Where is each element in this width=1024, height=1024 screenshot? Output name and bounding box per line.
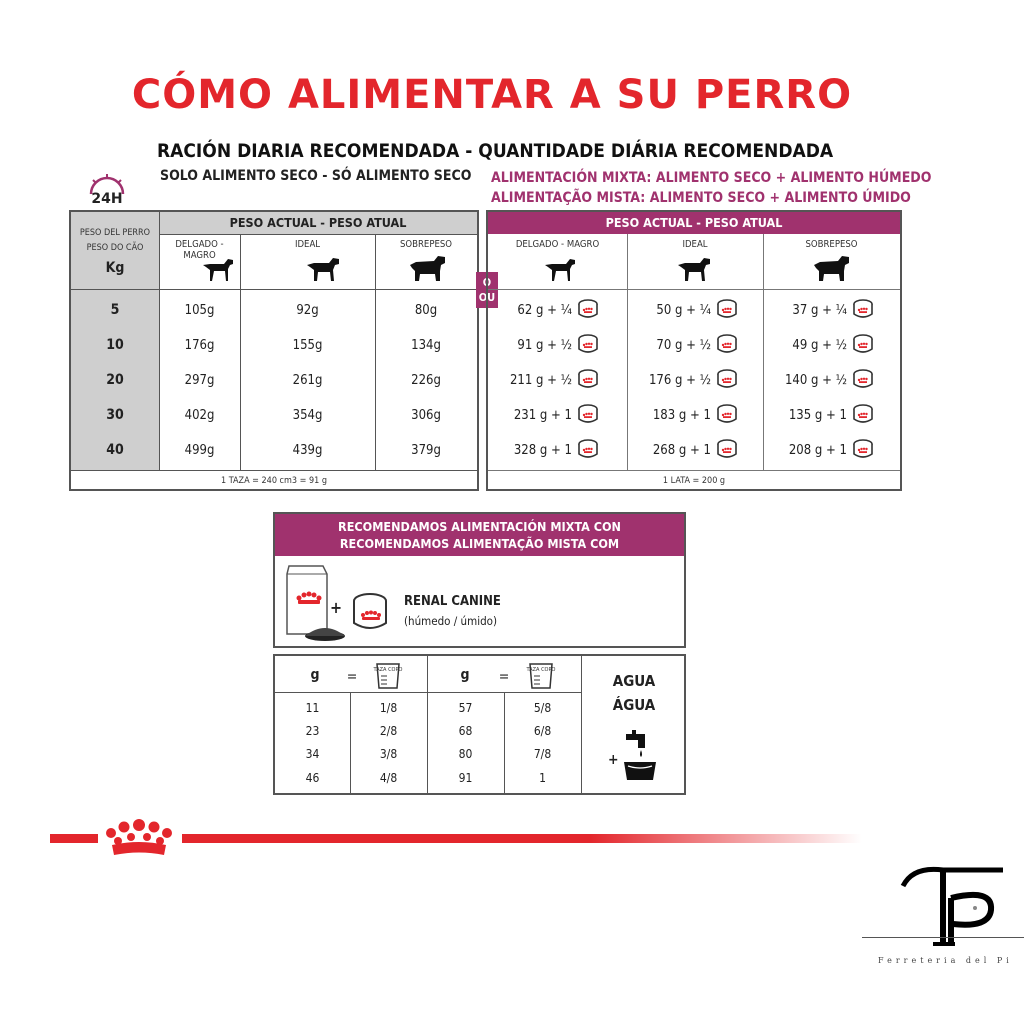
ideal-dog-icon xyxy=(676,253,712,287)
wet-food-can-icon xyxy=(716,333,738,359)
dry-col-over: SOBREPESO xyxy=(399,239,453,250)
conversion-cell: 6/8 xyxy=(533,724,552,738)
or-badge-es: O xyxy=(482,276,492,289)
dry-footer: 1 TAZA = 240 cm3 = 91 g xyxy=(221,476,327,486)
mixed-label-pt: ALIMENTAÇÃO MISTA: ALIMENTO SECO + ALIMENTO ÚMIDO xyxy=(491,190,911,206)
dry-cell: 105g xyxy=(184,303,215,318)
mixed-col-thin: DELGADO - MAGRO xyxy=(515,239,600,250)
dry-cell: 92g xyxy=(296,303,319,318)
dry-cell: 306g xyxy=(411,408,441,423)
mixed-cell: 211 g + ½ xyxy=(509,373,572,388)
product-name: RENAL CANINE xyxy=(404,594,501,609)
wet-food-can-icon xyxy=(577,298,599,324)
recommend-header xyxy=(275,514,684,556)
wet-food-can-icon xyxy=(577,368,599,394)
ideal-dog-icon xyxy=(305,253,341,287)
dry-cell: 226g xyxy=(411,373,441,388)
page-subtitle: RACIÓN DIARIA RECOMENDADA - QUANTIDADE DIÁRIA RECOMENDADA xyxy=(157,140,834,162)
mixed-cell: 62 g + ¼ xyxy=(517,303,572,318)
clock-24h-icon xyxy=(84,170,130,210)
measuring-cup-icon xyxy=(528,662,554,694)
clock-label: 24H xyxy=(91,191,123,207)
mixed-cell: 328 g + 1 xyxy=(513,443,572,458)
weight-unit: Kg xyxy=(105,260,125,276)
wet-food-can-icon xyxy=(852,298,874,324)
dry-cell: 499g xyxy=(184,443,215,458)
mixed-cell: 49 g + ½ xyxy=(792,338,847,353)
wet-food-can-icon xyxy=(716,403,738,429)
conv-eq-2: = xyxy=(498,669,510,685)
wet-food-can-icon xyxy=(577,403,599,429)
conversion-cell: 4/8 xyxy=(379,771,398,785)
svg-text:TAZA COPO: TAZA COPO xyxy=(373,667,403,673)
mixed-footer: 1 LATA = 200 g xyxy=(662,476,726,486)
dry-row-kg: 20 xyxy=(106,372,124,388)
fp-watermark-logo xyxy=(893,862,1013,956)
water-label-es: AGUA xyxy=(612,672,656,690)
wet-food-can-icon xyxy=(577,333,599,359)
conversion-cell: 1/8 xyxy=(379,701,398,715)
mixed-cell: 183 g + 1 xyxy=(652,408,711,423)
wet-food-can-icon xyxy=(852,333,874,359)
conversion-cell: 46 xyxy=(305,771,320,785)
dry-row-kg: 30 xyxy=(106,407,124,423)
wet-food-can-icon xyxy=(852,438,874,464)
dry-cell: 297g xyxy=(184,373,215,388)
measuring-cup-icon xyxy=(375,662,401,694)
dry-cell: 261g xyxy=(292,373,323,388)
recommend-line-es: RECOMENDAMOS ALIMENTACIÓN MIXTA CON xyxy=(338,519,621,534)
mixed-cell: 208 g + 1 xyxy=(788,443,847,458)
wet-food-can-icon xyxy=(350,591,390,637)
water-plus: + xyxy=(608,752,619,768)
dry-only-label: SOLO ALIMENTO SECO - SÓ ALIMENTO SECO xyxy=(160,168,472,184)
dry-table-header: PESO ACTUAL - PESO ATUAL xyxy=(159,212,477,234)
crown-logo-icon xyxy=(100,817,178,863)
conv-eq: = xyxy=(346,669,358,685)
mixed-label-es: ALIMENTACIÓN MIXTA: ALIMENTO SECO + ALIMENTO HÚMEDO xyxy=(491,170,932,186)
weight-label-pt: PESO DO CÃO xyxy=(86,243,144,253)
dry-cell: 354g xyxy=(292,408,323,423)
page-title: CÓMO ALIMENTAR A SU PERRO xyxy=(131,72,853,118)
dry-col-thin: DELGADO - MAGRO xyxy=(175,239,224,261)
thin-dog-icon xyxy=(542,253,578,287)
product-type: (húmedo / úmido) xyxy=(404,614,498,628)
weight-label-es: PESO DEL PERRO xyxy=(79,228,151,238)
wet-food-can-icon xyxy=(852,368,874,394)
mixed-cell: 50 g + ¼ xyxy=(656,303,711,318)
mixed-cell: 37 g + ¼ xyxy=(792,303,847,318)
wet-food-can-icon xyxy=(577,438,599,464)
wet-food-can-icon xyxy=(716,298,738,324)
brand-line-left xyxy=(50,834,98,843)
conversion-cell: 2/8 xyxy=(379,724,398,738)
conversion-cell: 3/8 xyxy=(379,747,398,761)
wet-food-can-icon xyxy=(716,438,738,464)
dry-row-kg: 40 xyxy=(106,442,124,458)
conversion-cell: 91 xyxy=(458,771,473,785)
conv-g-header-2: g xyxy=(460,667,470,683)
dry-row-kg: 10 xyxy=(106,337,124,353)
watermark-divider xyxy=(862,937,1024,938)
thin-dog-icon xyxy=(200,253,236,287)
mixed-cell: 231 g + 1 xyxy=(513,408,572,423)
water-tap-bowl-icon xyxy=(620,730,660,788)
mixed-cell: 268 g + 1 xyxy=(652,443,711,458)
dry-food-bag-icon xyxy=(283,562,353,648)
mixed-cell: 91 g + ½ xyxy=(517,338,572,353)
water-label-pt: ÁGUA xyxy=(612,696,656,714)
mixed-cell: 176 g + ½ xyxy=(648,373,711,388)
conversion-cell: 5/8 xyxy=(533,701,552,715)
mixed-label xyxy=(491,168,931,208)
dry-col-ideal: IDEAL xyxy=(294,239,321,250)
watermark-text: Ferreteria del Pi xyxy=(878,956,1013,965)
mixed-cell: 140 g + ½ xyxy=(784,373,847,388)
wet-food-can-icon xyxy=(852,403,874,429)
dry-cell: 80g xyxy=(414,303,438,318)
plus-sign: + xyxy=(330,598,343,617)
mixed-cell: 135 g + 1 xyxy=(788,408,847,423)
dry-row-kg: 5 xyxy=(110,302,120,318)
svg-text:TAZA COPO: TAZA COPO xyxy=(526,667,556,673)
wet-food-can-icon xyxy=(716,368,738,394)
dry-cell: 155g xyxy=(292,338,323,353)
conversion-cell: 57 xyxy=(458,701,473,715)
overweight-dog-icon xyxy=(812,252,852,288)
mixed-col-over: SOBREPESO xyxy=(805,239,858,250)
conversion-cell: 34 xyxy=(305,747,320,761)
brand-line-right xyxy=(182,834,862,843)
dry-cell: 439g xyxy=(292,443,323,458)
conversion-cell: 23 xyxy=(305,724,320,738)
mixed-table-header: PESO ACTUAL - PESO ATUAL xyxy=(488,212,900,234)
dry-cell: 402g xyxy=(184,408,215,423)
dry-cell: 176g xyxy=(184,338,215,353)
mixed-col-ideal: IDEAL xyxy=(682,239,708,250)
or-badge-pt: OU xyxy=(478,291,496,304)
dry-cell: 134g xyxy=(411,338,441,353)
overweight-dog-icon xyxy=(408,252,448,288)
conversion-cell: 1 xyxy=(539,771,546,785)
mixed-cell: 70 g + ½ xyxy=(656,338,711,353)
conversion-cell: 7/8 xyxy=(533,747,552,761)
conversion-cell: 80 xyxy=(458,747,473,761)
recommend-line-pt: RECOMENDAMOS ALIMENTAÇÃO MISTA COM xyxy=(339,536,620,551)
dry-cell: 379g xyxy=(411,443,441,458)
conversion-cell: 68 xyxy=(458,724,473,738)
conv-g-header: g xyxy=(310,667,320,683)
conversion-cell: 11 xyxy=(305,701,320,715)
